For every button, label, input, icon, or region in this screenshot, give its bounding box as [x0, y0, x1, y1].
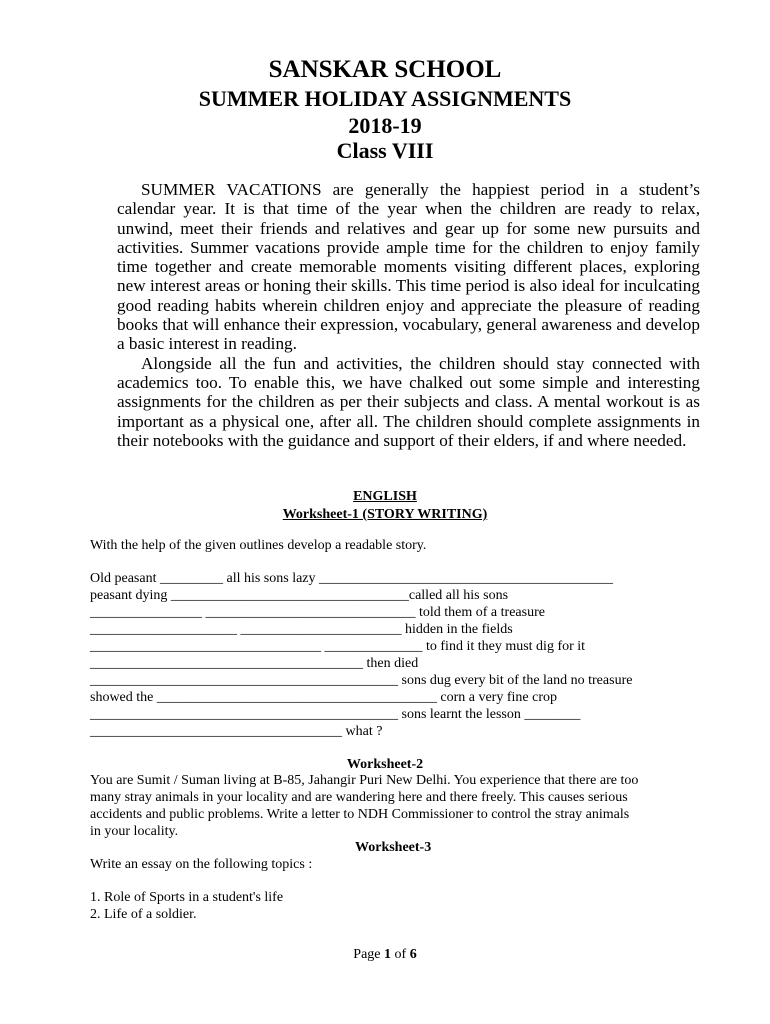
story-line: ____________________________________________ sons learnt the lesson ________ — [90, 707, 581, 722]
intro-paragraph-2: Alongside all the fun and activities, the children should stay connected with academics too. To enable this, we have chalked out some simple and interesting assignments for the children as per their subjects and class. A mental workout is as important as a physical one, after all. The children should complete assignments in their notebooks with the guidance and support of their elders, if and where needed. — [117, 353, 700, 450]
page-total: 6 — [409, 947, 417, 962]
page-number: 1 — [384, 947, 392, 962]
worksheet-2-line: many stray animals in your locality and are wandering here and there freely. This causes serious — [90, 790, 628, 805]
story-line: _________________________________ ______________ to find it they must dig for it — [90, 639, 586, 654]
story-line: ____________________________________ what ? — [90, 724, 383, 739]
worksheet-3-title: Worksheet-3 — [355, 840, 432, 855]
worksheet-2-title: Worksheet-2 — [346, 757, 424, 772]
list-item: 1. Role of Sports in a student's life — [90, 890, 284, 905]
story-line: Old peasant _________ all his sons lazy __________________________________________ — [90, 571, 614, 586]
worksheet-1-instruction: With the help of the given outlines develop a readable story. — [90, 538, 427, 553]
story-line: _____________________ _______________________ hidden in the fields — [90, 622, 513, 637]
academic-year: 2018-19 — [348, 113, 422, 138]
worksheet-3-instruction: Write an essay on the following topics : — [90, 857, 313, 872]
story-line: _______________________________________ then died — [90, 656, 419, 671]
school-name: SANSKAR SCHOOL — [268, 56, 502, 83]
intro-paragraph-1: SUMMER VACATIONS are generally the happiest period in a student’s calendar year. It is that time of the year when the children are ready to relax, unwind, meet their friends and relatives and gear up for some new pursuits and activities. Summer vacations provide ample time for the children to enjoy family time together and create memorable moments visiting different places, exploring new interest areas or honing their skills. This time period is also ideal for inculcating good reading habits wherein children enjoy and appreciate the pleasure of reading books that will enhance their expression, vocabulary, general awareness and develop a basic interest in reading. — [117, 180, 700, 354]
story-line: showed the ________________________________________ corn a very fine crop — [90, 690, 557, 705]
worksheet-2-line: accidents and public problems. Write a letter to NDH Commissioner to control the stray animals — [90, 807, 630, 822]
assignments-title: SUMMER HOLIDAY ASSIGNMENTS — [198, 86, 572, 111]
worksheet-2-line: You are Sumit / Suman living at B-85, Jahangir Puri New Delhi. You experience that there are too — [90, 773, 639, 788]
page-of-label: of — [391, 947, 410, 962]
worksheet-1-title: Worksheet-1 (STORY WRITING) — [282, 507, 488, 522]
essay-topics-list — [90, 889, 283, 923]
english-heading: ENGLISH — [353, 489, 417, 504]
class-name: Class VIII — [336, 138, 434, 163]
story-line: ____________________________________________ sons dug every bit of the land no treasure — [90, 673, 633, 688]
page-footer — [0, 946, 770, 963]
story-line: ________________ ______________________________ told them of a treasure — [90, 605, 545, 620]
story-line: peasant dying __________________________________called all his sons — [90, 588, 509, 603]
intro-text — [117, 180, 700, 450]
worksheet-2-text — [90, 772, 702, 840]
worksheet-2-line: in your locality. — [90, 824, 179, 839]
page-label: Page — [353, 947, 385, 962]
list-item: 2. Life of a soldier. — [90, 907, 197, 922]
